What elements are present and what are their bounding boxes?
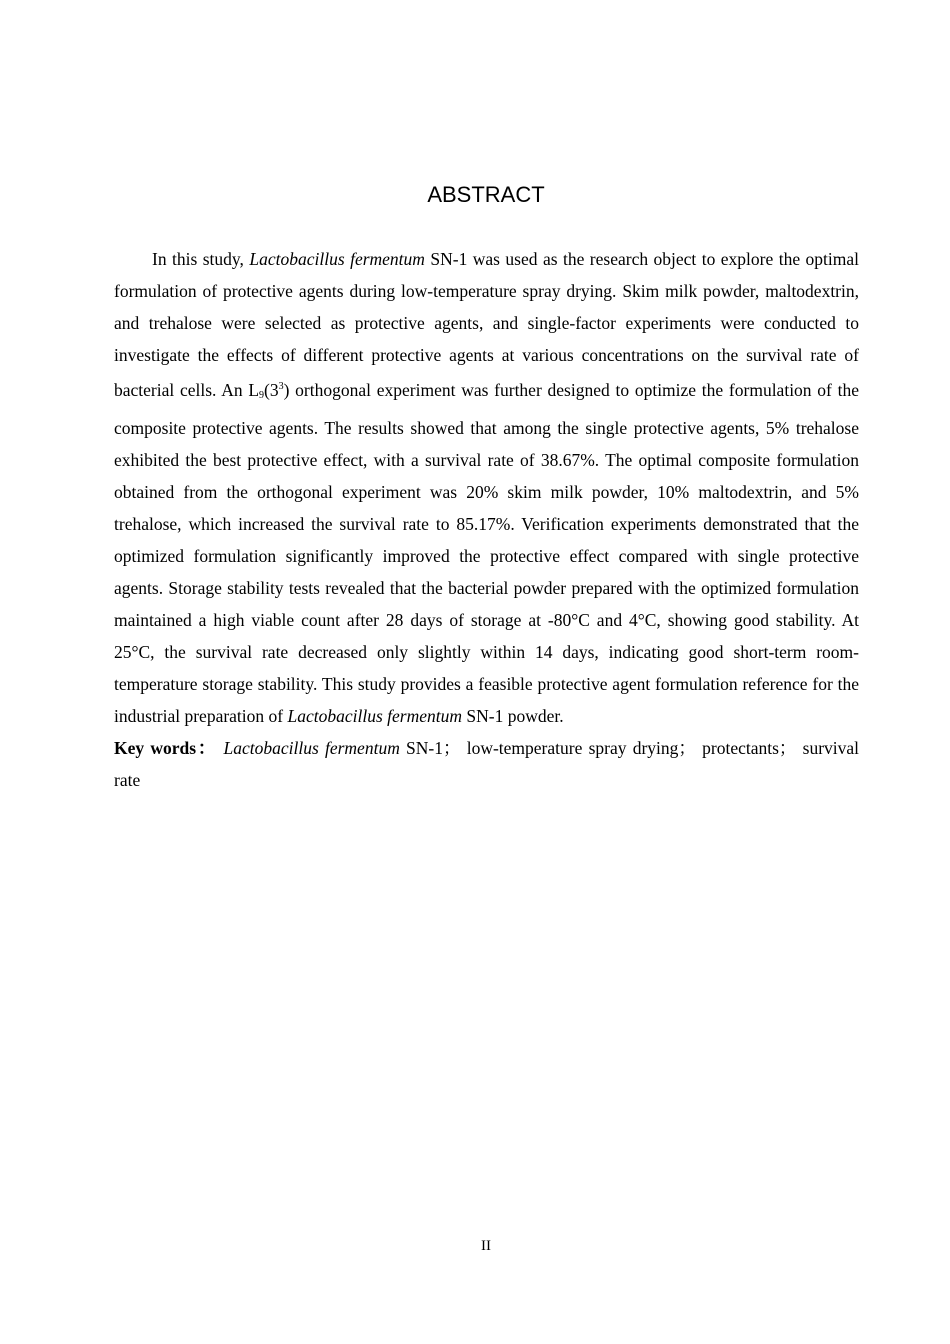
- orthogonal-design-superscript: 3: [278, 381, 284, 392]
- keyword-item: protectants；: [695, 738, 797, 758]
- abstract-body: [114, 243, 859, 796]
- keyword-strain: SN-1；: [399, 738, 461, 758]
- page-number: II: [481, 1238, 491, 1254]
- species-name: Lactobacillus fermentum: [287, 706, 462, 726]
- orthogonal-design-close: ): [283, 380, 290, 400]
- abstract-text-segment: In this study,: [152, 249, 250, 269]
- keyword-item: low-temperature spray drying；: [460, 738, 696, 758]
- abstract-paragraph: [114, 243, 859, 732]
- orthogonal-design-subscript: 9: [259, 390, 265, 401]
- abstract-text-segment: SN-1 was used as the research object to explore the optimal formulation of protective agents during low-temperature spray drying. Skim milk powder, maltodextrin, and trehalose were selected as protective agents, and single-factor experiments were conducted to investigate the effects of different protective agents at various concentrations on the survival rate of bacterial cells. An L: [114, 249, 859, 400]
- abstract-text-segment: orthogonal experiment was further designed to optimize the formulation of the composite protective agents. The results showed that among the single protective agents, 5% trehalose exhibited the best protective effect, with a survival rate of 38.67%. The optimal composite formulation obtained from the orthogonal experiment was 20% skim milk powder, 10% maltodextrin, and 5% trehalose, which increased the survival rate to 85.17%. Verification experiments demonstrated that the optimized formulation significantly improved the protective effect compared with single protective agents. Storage stability tests revealed that the bacterial powder prepared with the optimized formulation maintained a high viable count after 28 days of storage at -80°C and 4°C, showing good stability. At 25°C, the survival rate decreased only slightly within 14 days, indicating good short-term room-temperature storage stability. This study provides a feasible protective agent formulation reference for the industrial preparation of: [114, 380, 859, 726]
- keywords-line: [114, 732, 859, 796]
- orthogonal-design-base: (3: [264, 380, 279, 400]
- keyword-item: survival rate: [114, 738, 860, 790]
- abstract-text-segment: SN-1 powder.: [462, 706, 564, 726]
- keyword-species: Lactobacillus fermentum: [223, 738, 400, 758]
- keywords-label: Key words：: [114, 738, 218, 758]
- abstract-title: ABSTRACT: [427, 182, 545, 207]
- species-name: Lactobacillus fermentum: [249, 249, 425, 269]
